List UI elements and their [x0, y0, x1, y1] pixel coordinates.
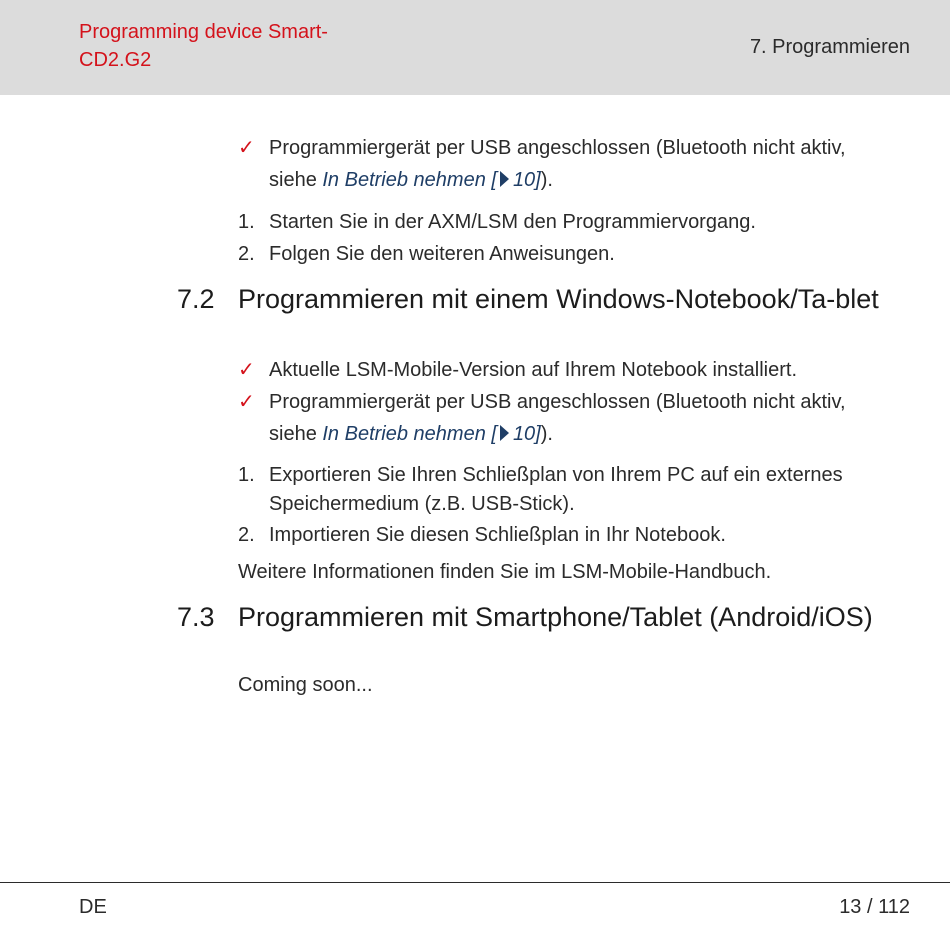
page-header — [0, 0, 950, 95]
step-item — [238, 206, 888, 238]
step-item — [238, 461, 888, 519]
step-item — [238, 238, 888, 270]
step-number: 1. — [238, 211, 255, 233]
footer-divider — [0, 882, 950, 883]
step-number: 2. — [238, 524, 255, 546]
prerequisite-item: ✓ Programmiergerät per USB angeschlossen (Bluetooth nicht aktiv, siehe In Betrieb nehmen [ 10]). — [238, 386, 888, 450]
cross-reference-link[interactable]: In Betrieb nehmen [ 10] — [322, 423, 541, 445]
step-text: Starten Sie in der AXM/LSM den Programmiervorgang. — [269, 211, 756, 233]
section-title: Programmieren mit einem Windows-Notebook/Ta-blet — [238, 284, 879, 314]
step-number: 1. — [238, 464, 255, 486]
prerequisite-text: Programmiergerät per USB angeschlossen (Bluetooth nicht aktiv, siehe — [269, 391, 846, 445]
step-text: Folgen Sie den weiteren Anweisungen. — [269, 243, 615, 265]
document-title: Programming device Smart-CD2.G2 — [79, 21, 328, 71]
chapter-title: 7. Programmieren — [749, 36, 910, 58]
step-text: Importieren Sie diesen Schließplan in Ihr Notebook. — [269, 524, 726, 546]
step-item — [238, 521, 888, 550]
prerequisite-text: Aktuelle LSM-Mobile-Version auf Ihrem Notebook installiert. — [269, 359, 798, 381]
info-paragraph: Weitere Informationen finden Sie im LSM-Mobile-Handbuch. — [238, 561, 772, 583]
section-number: 7.3 — [177, 602, 215, 632]
checkmark-icon: ✓ — [238, 391, 255, 413]
footer-language: DE — [79, 896, 107, 918]
section-title: Programmieren mit Smartphone/Tablet (Android/iOS) — [238, 602, 873, 632]
page-arrow-icon — [500, 425, 509, 441]
section-body: Coming soon... — [238, 674, 373, 696]
checkmark-icon: ✓ — [238, 359, 255, 381]
checkmark-icon: ✓ — [238, 137, 255, 159]
prerequisite-item: ✓ Programmiergerät per USB angeschlossen (Bluetooth nicht aktiv, siehe In Betrieb nehmen [ 10]). — [238, 132, 888, 196]
cross-reference-link[interactable]: In Betrieb nehmen [ 10] — [322, 169, 541, 191]
prerequisite-text: Programmiergerät per USB angeschlossen (Bluetooth nicht aktiv, siehe — [269, 137, 846, 191]
step-text: Exportieren Sie Ihren Schließplan von Ihrem PC auf ein externes Speichermedium (z.B. USB-Stick). — [269, 464, 843, 515]
section-heading — [177, 284, 897, 314]
step-number: 2. — [238, 243, 255, 265]
section-number: 7.2 — [177, 284, 215, 314]
prerequisite-item — [238, 354, 888, 386]
section-heading — [177, 602, 897, 632]
footer-page-number: 13 / 112 — [839, 896, 910, 918]
page-arrow-icon — [500, 171, 509, 187]
